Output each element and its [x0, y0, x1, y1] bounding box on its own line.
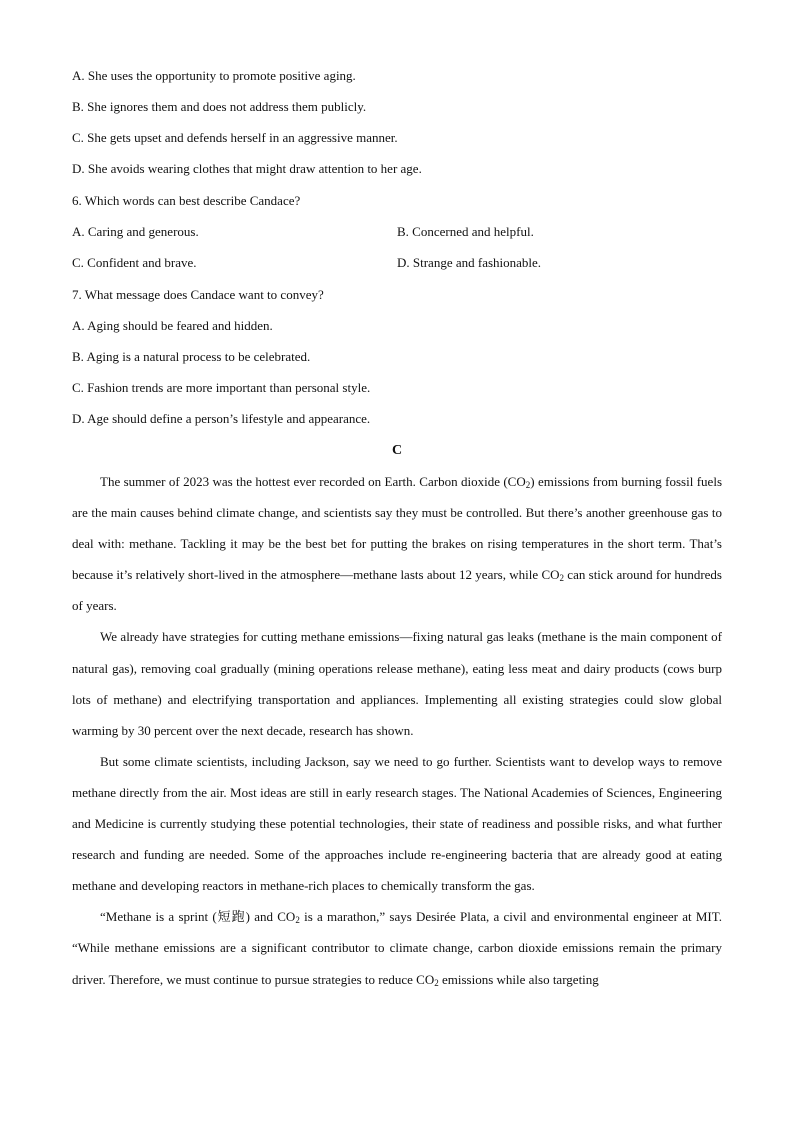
paragraph-1-part-a: The summer of 2023 was the hottest ever recorded on Earth. Carbon dioxide (CO	[100, 474, 526, 489]
subscript-2: 2	[559, 573, 565, 584]
subscript-2: 2	[434, 977, 439, 988]
q6-option-a: A. Caring and generous.	[72, 224, 199, 239]
q5-option-c: C. She gets upset and defends herself in an aggressive manner.	[72, 130, 398, 145]
q6-option-c: C. Confident and brave.	[72, 255, 197, 270]
q7-option-b: B. Aging is a natural process to be celebrated.	[72, 349, 311, 364]
q5-option-d: D. She avoids wearing clothes that might draw attention to her age.	[72, 161, 422, 176]
paragraph-4-part-a: “Methane is a sprint (短跑) and CO	[100, 909, 296, 925]
q7-question: 7. What message does Candace want to convey?	[72, 287, 324, 302]
paragraph-4-part-b: is a marathon,” says Desirée Plata, a civil and environmental engineer at MIT. “While methane emissions are a significant contributor to climate change, carbon dioxide emissions remain the primary driver. Therefore, we must continue to pursue strategies to reduce CO	[72, 909, 722, 987]
passage-body	[72, 466, 722, 995]
q5-option-b: B. She ignores them and does not address them publicly.	[72, 99, 367, 114]
paragraph-4	[72, 901, 722, 994]
q6-option-d: D. Strange and fashionable.	[397, 255, 542, 270]
q7-option-c: C. Fashion trends are more important than personal style.	[72, 380, 371, 395]
paragraph-2: We already have strategies for cutting methane emissions—fixing natural gas leaks (methane is the main component of natural gas), removing coal gradually (mining operations release methane), eating less meat and dairy products (cows burp lots of methane) and electrifying transportation and appliances. Implementing all existing strategies could slow global warming by 30 percent over the next decade, research has shown.	[72, 629, 722, 738]
q6-question: 6. Which words can best describe Candace?	[72, 193, 301, 208]
q7-option-d: D. Age should define a person’s lifestyle and appearance.	[72, 411, 371, 426]
q6-option-b: B. Concerned and helpful.	[397, 224, 534, 239]
paragraph-4-part-c: emissions while also targeting	[438, 971, 599, 987]
subscript-2: 2	[295, 915, 300, 926]
subscript-2: 2	[525, 480, 531, 490]
paragraph-1-part-b: ) emissions from burning fossil fuels are the main causes behind climate change, and scientists say they must be controlled. But there’s another greenhouse gas to deal with: methane. Tackling it may be the best bet for putting the brakes on rising temperatures in the short term. That’s because it’s relatively short-lived in the atmosphere—methane lasts about 12 years, while CO	[72, 474, 723, 583]
section-c-heading: C	[391, 443, 403, 458]
paragraph-1	[72, 466, 722, 621]
paragraph-1-part-c: can stick around for hundreds of years.	[72, 567, 722, 614]
paragraph-3: But some climate scientists, including Jackson, say we need to go further. Scientists want to develop ways to remove methane directly from the air. Most ideas are still in early research stages. The National Academies of Sciences, Engineering and Medicine is currently studying these potential technologies, their state of readiness and possible risks, and what further research and funding are needed. Some of the approaches include re-engineering bacteria that are already good at eating methane and developing reactors in methane-rich places to chemically transform the gas.	[72, 753, 722, 894]
q7-option-a: A. Aging should be feared and hidden.	[72, 318, 273, 333]
q5-option-a: A. She uses the opportunity to promote positive aging.	[72, 68, 356, 83]
